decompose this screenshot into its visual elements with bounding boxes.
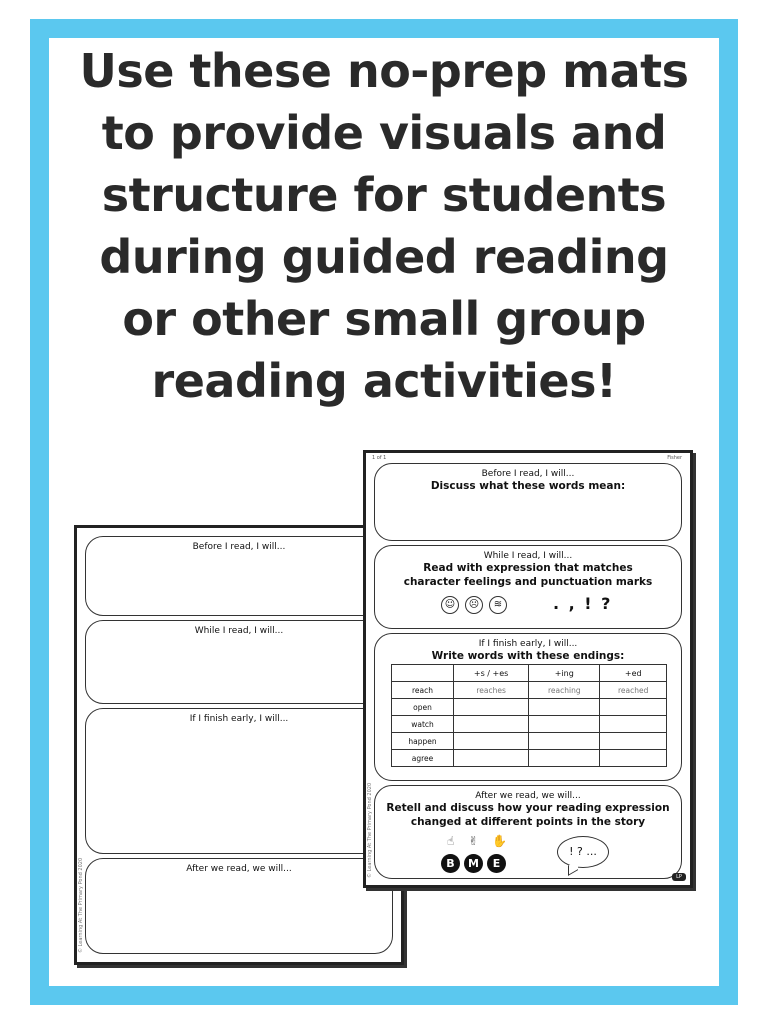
base-word: open xyxy=(392,699,454,716)
while-panel xyxy=(374,545,682,629)
filled-mat-sheet xyxy=(363,450,693,888)
bubble-text: ! ? ... xyxy=(569,845,597,858)
page-count: 1 of 1 xyxy=(372,455,387,461)
headline-line: reading activities! xyxy=(151,354,617,408)
middle-badge: M xyxy=(464,854,483,873)
base-word: agree xyxy=(392,750,454,767)
while-instruction-1: Read with expression that matches xyxy=(423,562,633,574)
feeling-faces xyxy=(441,596,507,614)
brand-logo-icon: LP xyxy=(672,873,686,881)
bme-badges xyxy=(441,854,506,873)
blank-cell xyxy=(600,733,667,750)
headline-line: to provide visuals and xyxy=(101,106,667,160)
blank-cell xyxy=(529,733,600,750)
example-word: reaching xyxy=(529,682,600,699)
finish-panel xyxy=(85,708,393,854)
base-word: reach xyxy=(392,682,454,699)
before-instruction: Discuss what these words mean: xyxy=(430,480,626,492)
table-row xyxy=(392,750,667,767)
table-header xyxy=(392,665,454,682)
example-word: reaches xyxy=(454,682,529,699)
before-title: Before I read, I will... xyxy=(192,542,286,552)
happy-face-icon: ☺ xyxy=(441,596,459,614)
finish-instruction: Write words with these endings: xyxy=(431,650,625,662)
headline-line: structure for students xyxy=(101,168,667,222)
level-label: Fisher xyxy=(667,455,682,461)
before-title: Before I read, I will... xyxy=(481,469,575,479)
blank-cell xyxy=(454,716,529,733)
end-badge: E xyxy=(487,854,506,873)
while-instruction-2: character feelings and punctuation marks xyxy=(403,576,653,588)
one-finger-icon: ☝ xyxy=(447,834,455,848)
table-row xyxy=(392,682,667,699)
before-panel xyxy=(85,536,393,616)
while-title: While I read, I will... xyxy=(194,626,284,636)
finger-count-icons xyxy=(447,834,507,848)
blank-cell xyxy=(454,699,529,716)
headline-line: or other small group xyxy=(122,292,646,346)
table-row xyxy=(392,716,667,733)
three-fingers-icon: ✋ xyxy=(492,834,508,848)
credit-text: © Learning At The Primary Pond 2020 xyxy=(78,857,84,953)
base-word: happen xyxy=(392,733,454,750)
table-row xyxy=(392,699,667,716)
blank-mat-sheet xyxy=(74,525,404,965)
speech-bubble-icon xyxy=(557,836,609,868)
blank-cell xyxy=(600,699,667,716)
blank-cell xyxy=(529,716,600,733)
headline-line: Use these no-prep mats xyxy=(79,44,689,98)
before-panel xyxy=(374,463,682,541)
finish-title: If I finish early, I will... xyxy=(189,714,289,724)
after-instruction-1: Retell and discuss how your reading expression xyxy=(386,802,670,814)
blank-cell xyxy=(454,750,529,767)
blank-cell xyxy=(529,750,600,767)
headline-line: during guided reading xyxy=(99,230,669,284)
table-header: +s / +es xyxy=(454,665,529,682)
worried-face-icon: ≋ xyxy=(489,596,507,614)
two-fingers-icon: ✌ xyxy=(468,834,479,848)
while-title: While I read, I will... xyxy=(483,551,573,561)
after-panel xyxy=(85,858,393,954)
finish-panel xyxy=(374,633,682,781)
blank-cell xyxy=(529,699,600,716)
blank-cell xyxy=(454,733,529,750)
blank-cell xyxy=(600,750,667,767)
example-word: reached xyxy=(600,682,667,699)
beginning-badge: B xyxy=(441,854,460,873)
base-word: watch xyxy=(392,716,454,733)
after-instruction-2: changed at different points in the story xyxy=(410,816,646,828)
punctuation-marks: . , ! ? xyxy=(553,594,613,613)
headline xyxy=(0,40,768,412)
word-endings-table xyxy=(391,664,667,767)
after-panel xyxy=(374,785,682,879)
finish-title: If I finish early, I will... xyxy=(478,639,578,649)
table-row xyxy=(392,733,667,750)
while-panel xyxy=(85,620,393,704)
after-title: After we read, we will... xyxy=(186,864,292,874)
after-title: After we read, we will... xyxy=(475,791,581,801)
table-header: +ed xyxy=(600,665,667,682)
sad-face-icon: ☹ xyxy=(465,596,483,614)
credit-text: © Learning At The Primary Pond 2020 xyxy=(367,782,373,878)
blank-cell xyxy=(600,716,667,733)
table-header: +ing xyxy=(529,665,600,682)
